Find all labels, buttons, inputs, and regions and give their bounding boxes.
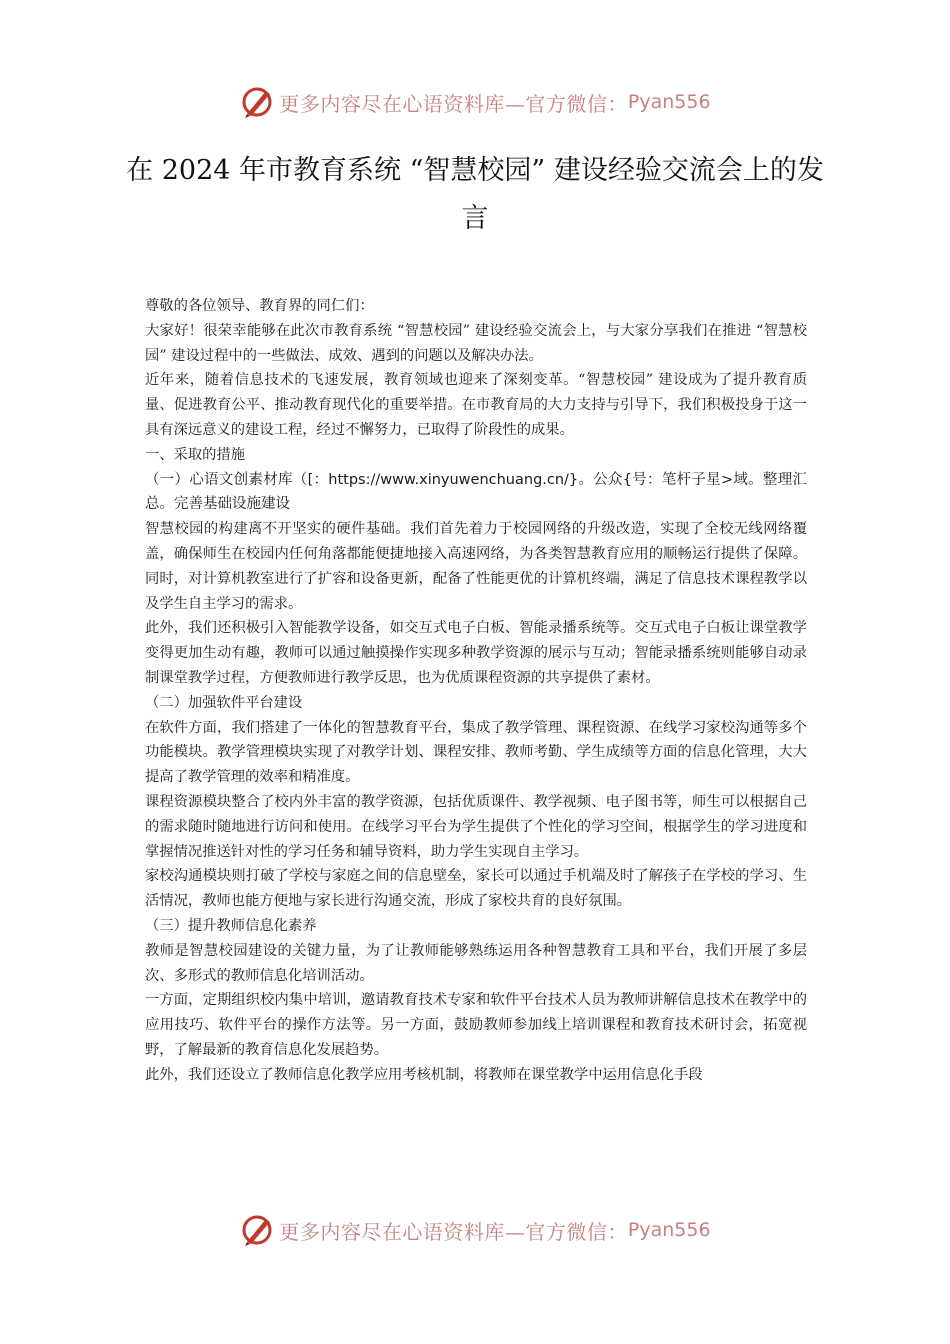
paragraph: 此外，我们还积极引入智能教学设备，如交互式电子白板、智能录播系统等。交互式电子白板让课堂教学变得更加生动有趣，教师可以通过触摸操作实现多种教学资源的展示与互动；智能录播系统则能够自动录制课堂教学过程，方便教师进行教学反思，也为优质课程资源的共享提供了素材。 [145, 620, 807, 686]
document-body [145, 294, 807, 1088]
document-title: 在 2024 年市教育系统 “智慧校园” 建设经验交流会上的发言 [126, 155, 824, 234]
paragraph: 一方面，定期组织校内集中培训，邀请教育技术专家和软件平台技术人员为教师讲解信息技术在教学中的应用技巧、软件平台的操作方法等。另一方面，鼓励教师参加线上培训课程和教育技术研讨会，拓宽视野，了解最新的教育信息化发展趋势。 [145, 992, 807, 1058]
paragraph: 此外，我们还设立了教师信息化教学应用考核机制，将教师在课堂教学中运用信息化手段 [145, 1066, 703, 1083]
subsection-heading: （三）提升教师信息化素养 [145, 917, 317, 934]
paragraph: 家校沟通模块则打破了学校与家庭之间的信息壁垒，家长可以通过手机端及时了解孩子在学校的学习、生活情况，教师也能方便地与家长进行沟通交流，形成了家校共育的良好氛围。 [145, 868, 807, 910]
section-heading: 一、采取的措施 [145, 446, 246, 463]
watermark-banner-bottom [0, 1210, 950, 1250]
watermark-text: 更多内容尽在心语资料库—官方微信： [279, 1219, 628, 1244]
paragraph: 课程资源模块整合了校内外丰富的教学资源，包括优质课件、教学视频、电子图书等，师生可以根据自己的需求随时随地进行访问和使用。在线学习平台为学生提供了个性化的学习空间，根据学生的学习进度和掌握情况推送针对性的学习任务和辅导资料，助力学生实现自主学习。 [145, 793, 807, 860]
subsection-heading: （二）加强软件平台建设 [145, 694, 303, 711]
pen-logo-icon [239, 84, 275, 120]
paragraph: 在软件方面，我们搭建了一体化的智慧教育平台，集成了教学管理、课程资源、在线学习家校沟通等多个功能模块。教学管理模块实现了对教学计划、课程安排、教师考勤、学生成绩等方面的信息化管理，大大提高了教学管理的效率和精准度。 [145, 719, 807, 786]
pen-logo-icon [239, 1212, 275, 1248]
subsection-heading: （一）心语文创素材库（[：https://www.xinyuwenchuang.cn/}。公众{号：笔杆子星>域。整理汇总。完善基础设施建设 [145, 471, 807, 513]
paragraph: 近年来，随着信息技术的飞速发展，教育领域也迎来了深刻变革。“智慧校园” 建设成为了提升教育质量、促进教育公平、推动教育现代化的重要举措。在市教育局的大力支持与引导下，我们积极投身于这一具有深远意义的建设工程，经过不懈努力，已取得了阶段性的成果。 [145, 372, 807, 438]
watermark-id: Pyan556 [627, 1219, 711, 1241]
watermark-text: 更多内容尽在心语资料库—官方微信： [279, 91, 628, 116]
watermark-banner-top [0, 82, 950, 122]
paragraph: 大家好！很荣幸能够在此次市教育系统 “智慧校园” 建设经验交流会上，与大家分享我们在推进 “智慧校园” 建设过程中的一些做法、成效、遇到的问题以及解决办法。 [145, 322, 807, 364]
paragraph: 教师是智慧校园建设的关键力量，为了让教师能够熟练运用各种智慧教育工具和平台，我们开展了多层次、多形式的教师信息化培训活动。 [145, 942, 807, 984]
paragraph: 智慧校园的构建离不开坚实的硬件基础。我们首先着力于校园网络的升级改造，实现了全校无线网络覆盖，确保师生在校园内任何角落都能便捷地接入高速网络，为各类智慧教育应用的顺畅运行提供了保障。同时，对计算机教室进行了扩容和设备更新，配备了性能更优的计算机终端，满足了信息技术课程教学以及学生自主学习的需求。 [145, 521, 807, 612]
salutation: 尊敬的各位领导、教育界的同仁们： [145, 298, 374, 314]
watermark-id: Pyan556 [627, 91, 711, 113]
